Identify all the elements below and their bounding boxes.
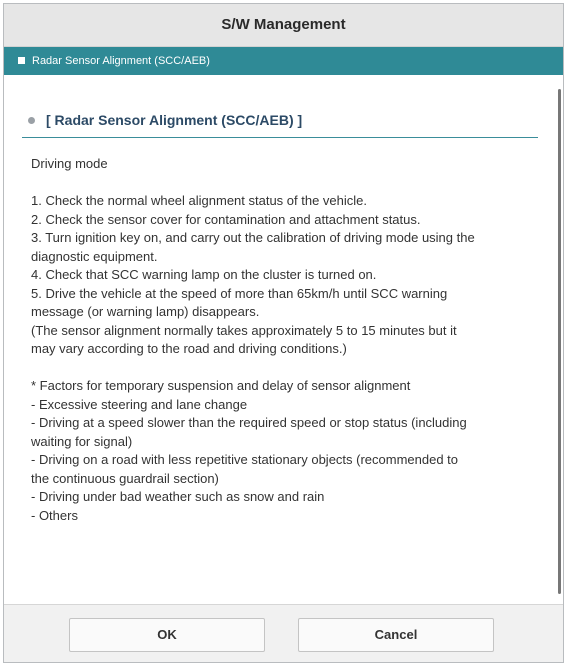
instruction-line: - Excessive steering and lane change — [31, 396, 248, 412]
section-title: [ Radar Sensor Alignment (SCC/AEB) ] — [46, 112, 303, 128]
instruction-line: waiting for signal) — [31, 433, 133, 449]
instruction-line — [31, 359, 536, 378]
circle-bullet-icon — [28, 117, 35, 124]
square-bullet-icon — [18, 57, 25, 64]
dialog-title: S/W Management — [4, 4, 563, 47]
sw-management-dialog — [3, 3, 564, 663]
instruction-line: 2. Check the sensor cover for contamination and attachment status. — [31, 211, 421, 227]
section-header — [22, 111, 538, 138]
instruction-line — [31, 174, 536, 193]
instruction-line: 1. Check the normal wheel alignment status of the vehicle. — [31, 193, 368, 208]
instruction-line: diagnostic equipment. — [31, 248, 158, 264]
ok-button[interactable]: OK — [69, 618, 265, 652]
instruction-line: message (or warning lamp) disappears. — [31, 304, 260, 319]
instruction-line: * Factors for temporary suspension and delay of sensor alignment — [31, 378, 411, 393]
subheader-bar — [4, 47, 563, 75]
instruction-line: 5. Drive the vehicle at the speed of more than 65km/h until SCC warning — [31, 285, 448, 301]
subheader-label: Radar Sensor Alignment (SCC/AEB) — [32, 55, 210, 67]
instruction-line: - Driving at a speed slower than the required speed or stop status (including — [31, 415, 467, 430]
instruction-line: may vary according to the road and driving conditions.) — [31, 341, 347, 356]
instruction-line: 3. Turn ignition key on, and carry out the calibration of driving mode using the — [31, 230, 475, 245]
instruction-line: Driving mode — [31, 156, 108, 171]
instructions-text — [31, 155, 536, 525]
instruction-line: 4. Check that SCC warning lamp on the cluster is turned on. — [31, 267, 377, 282]
instruction-line: (The sensor alignment normally takes approximately 5 to 15 minutes but it — [31, 322, 457, 338]
instruction-line: - Driving on a road with less repetitive stationary objects (recommended to — [31, 452, 459, 467]
instruction-line: - Others — [31, 507, 78, 523]
cancel-button[interactable]: Cancel — [298, 618, 494, 652]
content-panel — [4, 75, 555, 605]
instruction-line: - Driving under bad weather such as snow and rain — [31, 489, 325, 504]
dialog-footer — [4, 604, 563, 663]
vertical-scrollbar[interactable] — [558, 89, 561, 594]
instruction-line: the continuous guardrail section) — [31, 470, 219, 486]
